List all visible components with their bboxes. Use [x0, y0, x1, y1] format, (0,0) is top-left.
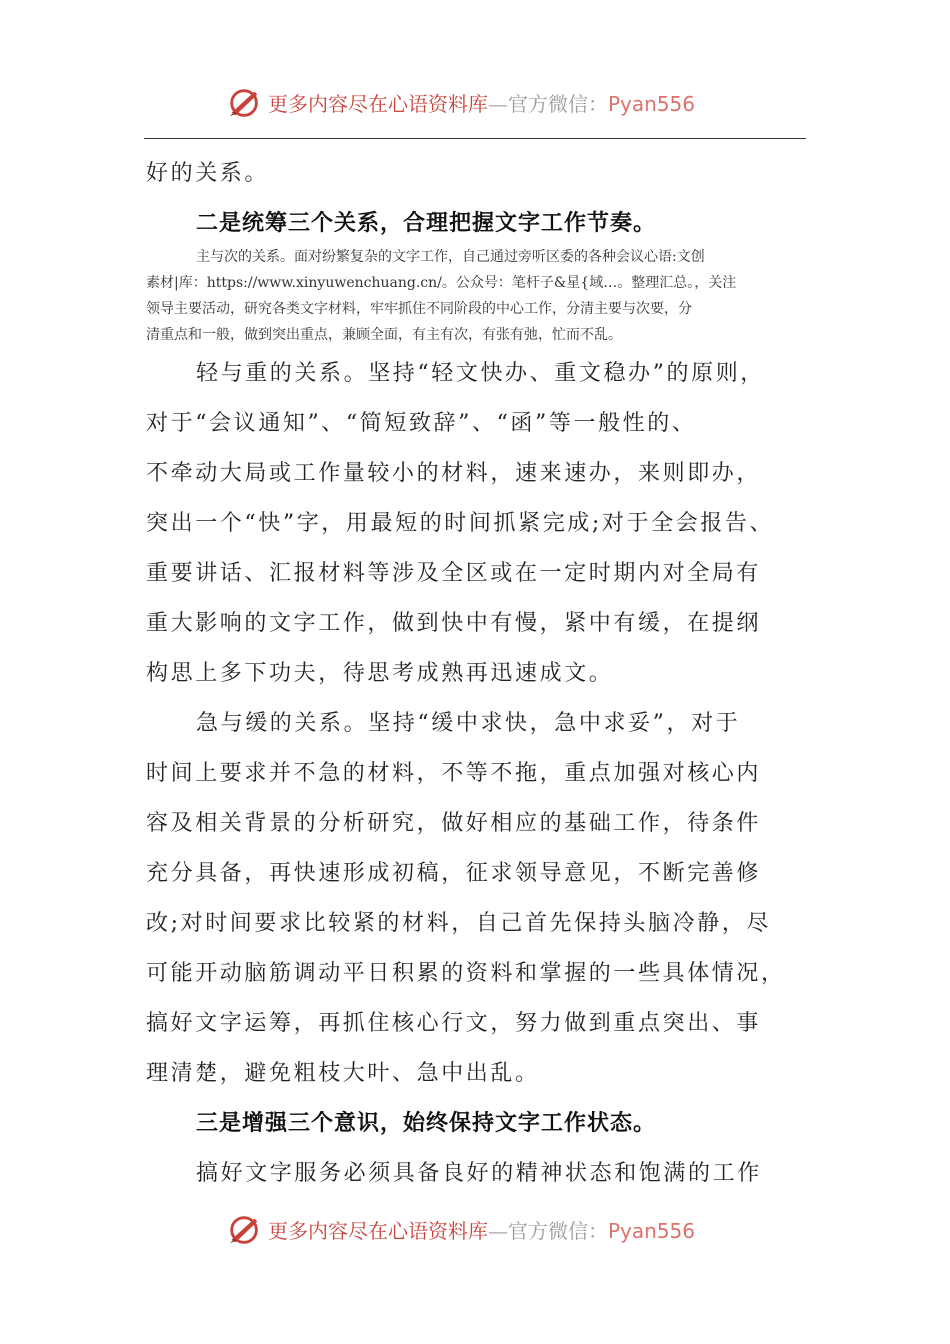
banner-text — [268, 1215, 695, 1244]
banner-lead: 更多内容尽在心语资料库 — [268, 92, 488, 116]
text-line: 充分具备，再快速形成初稿，征求领导意见，不断完善修 — [146, 861, 762, 886]
text-line: 改;对时间要求比较紧的材料，自己首先保持头脑冷静，尽 — [146, 911, 772, 936]
text-line: 构思上多下功夫，待思考成熟再迅速成文。 — [146, 661, 614, 686]
text-line: 搞好文字运筹，再抓住核心行文，努力做到重点突出、事 — [146, 1011, 762, 1036]
banner-dash: — — [488, 92, 508, 116]
small-line: 素材|库：https://www.xinyuwenchuang.cn/。公众号：笔杆子&星{域…。整理汇总。，关注 — [146, 275, 737, 291]
text-line: 轻与重的关系。坚持“轻文快办、重文稳办”的原则， — [196, 361, 765, 386]
pen-logo-icon — [226, 84, 264, 122]
text-line: 理清楚，避免粗枝大叶、急中出乱。 — [146, 1061, 540, 1086]
banner-wechat-id: Pyan556 — [608, 1219, 696, 1243]
text-line: 急与缓的关系。坚持“缓中求快，急中求妥”，对于 — [196, 711, 741, 736]
small-paragraph — [146, 244, 810, 348]
section-heading-2: 二是统筹三个关系，合理把握文字工作节奏。 — [196, 210, 657, 236]
pen-logo-icon — [226, 1211, 264, 1249]
banner-wechat-label: 官方微信： — [508, 1219, 608, 1243]
text-line: 时间上要求并不急的材料，不等不拖，重点加强对核心内 — [146, 761, 762, 786]
banner-dash: — — [488, 1219, 508, 1243]
text-line: 重要讲话、汇报材料等涉及全区或在一定时期内对全局有 — [146, 561, 762, 586]
section-heading-3: 三是增强三个意识，始终保持文字工作状态。 — [196, 1110, 657, 1136]
text-line: 对于“会议通知”、“简短致辞”、“函”等一般性的、 — [146, 411, 697, 436]
banner-wechat-id: Pyan556 — [608, 92, 696, 116]
text-line: 可能开动脑筋调动平日积累的资料和掌握的一些具体情况， — [146, 961, 786, 986]
banner-wechat-label: 官方微信： — [508, 92, 608, 116]
text-line: 不牵动大局或工作量较小的材料，速来速办，来则即办， — [146, 461, 762, 486]
text-line: 重大影响的文字工作，做到快中有慢，紧中有缓，在提纲 — [146, 611, 762, 636]
text-line: 突出一个“快”字，用最短的时间抓紧完成;对于全会报告、 — [146, 511, 775, 536]
banner-text — [268, 88, 695, 117]
banner-lead: 更多内容尽在心语资料库 — [268, 1219, 488, 1243]
text-line: 容及相关背景的分析研究，做好相应的基础工作，待条件 — [146, 811, 762, 836]
text-line: 好的关系。 — [146, 161, 270, 186]
header-divider — [144, 138, 806, 139]
footer-banner — [0, 1205, 950, 1255]
small-line: 主与次的关系。面对纷繁复杂的文字工作，自己通过旁听区委的各种会议心语:文创 — [196, 249, 705, 265]
text-line: 搞好文字服务必须具备良好的精神状态和饱满的工作 — [196, 1161, 762, 1186]
header-banner — [0, 78, 950, 128]
small-line: 清重点和一般，做到突出重点，兼顾全面，有主有次，有张有弛，忙而不乱。 — [146, 327, 622, 343]
small-line: 领导主要活动，研究各类文字材料，牢牢抓住不同阶段的中心工作，分清主要与次要，分 — [146, 301, 692, 317]
